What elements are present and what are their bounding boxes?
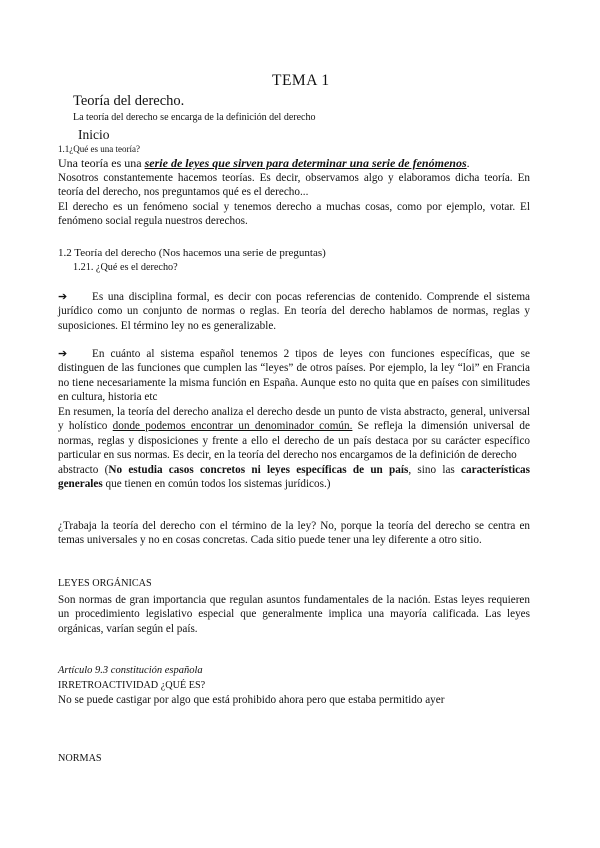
page-title: Teoría del derecho. — [73, 93, 185, 109]
leyes-organicas-heading: LEYES ORGÁNICAS — [58, 578, 152, 589]
arrow-icon: ➔ — [58, 348, 68, 360]
summary-paragraph — [58, 405, 530, 491]
bold-phrase: características generales — [58, 463, 530, 491]
leyes-organicas-text: Son normas de gran importancia que regulan asuntos fundamentales de la nación. Estas leyes requieren un procedimiento legislativo especial que generalmente implica una mayoría calificada. Las leyes orgánicas, varían según el país. — [58, 594, 530, 635]
paragraph: El derecho es un fenómeno social y tenemos derecho a muchas cosas, como por ejemplo, votar. El fenómeno social regula nuestros derechos. — [58, 200, 530, 228]
theory-definition: Una teoría es una serie de leyes que sirven para determinar una serie de fenómenos. — [58, 156, 470, 170]
question-paragraph: ¿Trabaja la teoría del derecho con el término de la ley? No, porque la teoría del derecho se centra en temas universales y no en cosas concretas. Cada sitio puede tener una ley diferente a otro sitio. — [58, 520, 530, 547]
irretroactividad-heading: IRRETROACTIVIDAD ¿QUÉ ES? — [58, 680, 206, 691]
title-description: La teoría del derecho se encarga de la definición del derecho — [73, 112, 316, 123]
section-1-2-1-heading: 1.21. ¿Qué es el derecho? — [73, 262, 178, 273]
irretroactividad-text: No se puede castigar por algo que está prohibido ahora pero que estaba permitido ayer — [58, 694, 445, 706]
arrow-icon: ➔ — [58, 291, 68, 303]
section-1-1-body — [58, 156, 530, 229]
theory-definition-emphasis: serie de leyes que sirven para determinar una serie de fenómenos — [144, 156, 467, 170]
inicio-heading: Inicio — [78, 127, 110, 142]
paragraph: Nosotros constantemente hacemos teorías. Es decir, observamos algo y elaboramos dicha teoría. En teoría del derecho, nos preguntamos qué es el derecho... — [58, 172, 530, 199]
summary-text: En resumen, la teoría del derecho analiza el derecho desde un punto de vista abstracto, general, universal y holístico donde podemos encontrar un denominador común. Se refleja la dimensión universal de normas, reglas y disposiciones y frente a ello el derecho de un país destaca por su carácter específico particular en sus normas. Es decir, en la teoría del derecho nos encargamos de la definición de derecho — [58, 406, 530, 462]
summary-text-continued: abstracto (No estudia casos concretos ni leyes específicas de un país, sino las características generales que tienen en común todos los sistemas jurídicos.) — [58, 463, 530, 491]
bullet-2: ➔ En cuánto al sistema español tenemos 2 tipos de leyes con funciones específicas, que se distinguen de las funciones que cumplen las “leyes” de otros países. Por ejemplo, la ley “loi” en Francia no tiene necesariamente la misma función en España. Aunque esto no quita que en países con similitudes en cultura, historia etc — [58, 348, 530, 404]
underlined-phrase: donde podemos encontrar un denominador común. — [112, 420, 353, 433]
bullet-1: ➔ Es una disciplina formal, es decir con pocas referencias de contenido. Comprende el sistema jurídico como un conjunto de normas o reglas. En teoría del derecho hablamos de normas, reglas y suposiciones. El término ley no es generalizable. — [58, 291, 530, 332]
section-1-1-heading: 1.1¿Qué es una teoría? — [58, 144, 140, 154]
bold-phrase: No estudia casos concretos ni leyes específicas de un país — [108, 463, 409, 476]
article-reference: Artículo 9.3 constitución española — [58, 665, 203, 676]
section-1-2-heading: 1.2 Teoría del derecho (Nos hacemos una serie de preguntas) — [58, 247, 326, 259]
normas-heading: NORMAS — [58, 753, 102, 764]
tema-heading: TEMA 1 — [272, 72, 330, 89]
